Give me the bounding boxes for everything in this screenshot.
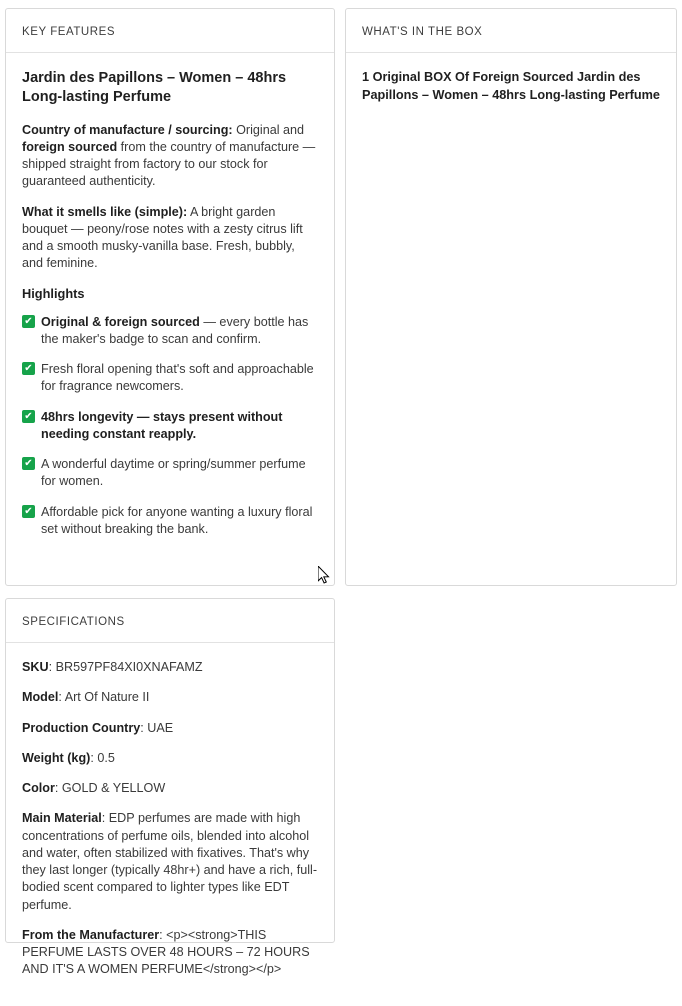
feature-paragraph-scent xyxy=(22,204,318,273)
highlight-rest: A wonderful daytime or spring/summer perfume for women. xyxy=(41,457,306,489)
spec-row: Weight (kg): 0.5 xyxy=(22,750,115,765)
check-icon: ✔ xyxy=(22,410,35,423)
specifications-header xyxy=(6,599,334,643)
key-features-panel xyxy=(5,8,335,586)
spec-row: SKU: BR597PF84XI0XNAFAMZ xyxy=(22,660,203,674)
highlights-heading: Highlights xyxy=(22,285,85,301)
check-icon: ✔ xyxy=(22,362,35,375)
spec-value: EDP perfumes are made with high concentrations of perfume oils, blended into alcohol and water, often stabilized with fixatives. That's why they last longer (typically 48hr+) and have a rich, full-bodied scent compared to lighter types like EDT perfume. xyxy=(22,811,318,912)
whats-in-the-box-panel xyxy=(345,8,677,586)
spec-value: BR597PF84XI0XNAFAMZ xyxy=(55,660,203,674)
whats-in-the-box-title: WHAT'S IN THE BOX xyxy=(362,26,483,38)
highlight-text xyxy=(41,456,318,491)
highlight-item xyxy=(22,456,318,491)
spec-value: GOLD & YELLOW xyxy=(61,781,166,795)
highlight-text xyxy=(41,504,318,539)
feature-paragraph-country-label: Country of manufacture / sourcing: xyxy=(22,122,233,137)
spec-row: From the Manufacturer: <p><strong>THIS PERFUME LASTS OVER 48 HOURS – 72 HOURS AND IT'S A WOMEN PERFUME</strong></p> xyxy=(22,927,310,977)
key-features-title: KEY FEATURES xyxy=(22,26,116,38)
spec-key: SKU xyxy=(22,660,49,674)
spec-row: Model: Art Of Nature II xyxy=(22,690,150,705)
highlight-text xyxy=(41,409,318,444)
specifications-panel xyxy=(5,598,335,977)
whats-in-the-box-header xyxy=(346,9,676,53)
highlight-rest: Affordable pick for anyone wanting a luxury floral set without breaking the bank. xyxy=(41,504,313,536)
specifications-body xyxy=(6,643,334,1006)
highlight-bold: 48hrs longevity xyxy=(41,409,134,424)
feature-paragraph-scent-label: What it smells like (simple): xyxy=(22,204,188,219)
highlight-text xyxy=(41,361,318,396)
spec-key: Weight (kg) xyxy=(22,750,91,765)
key-features-header xyxy=(6,9,334,53)
check-icon: ✔ xyxy=(22,505,35,518)
spec-row: Production Country: UAE xyxy=(22,720,174,735)
check-icon: ✔ xyxy=(22,315,35,328)
check-icon: ✔ xyxy=(22,457,35,470)
highlight-rest: — stays present without needing constant reapply. xyxy=(41,409,283,441)
spec-key: Main Material xyxy=(22,811,102,826)
spec-key: Production Country xyxy=(22,720,141,735)
feature-paragraph-country-text-b: from the country of manufacture — shipped straight from factory to our stock for guaranteed authenticity. xyxy=(22,139,316,189)
spec-value: UAE xyxy=(147,720,174,735)
spec-value: <p><strong>THIS PERFUME LASTS OVER 48 HOURS – 72 HOURS AND IT'S A WOMEN PERFUME</strong></p> xyxy=(22,927,310,977)
feature-paragraph-scent-text-a: A bright garden bouquet — peony/rose notes with a zesty citrus lift and a smooth musky-vanilla base. Fresh, bubbly, and feminine. xyxy=(22,204,303,271)
spec-value: 0.5 xyxy=(97,750,115,765)
spec-key: From the Manufacturer xyxy=(22,927,160,942)
spec-key: Color xyxy=(22,781,55,795)
spec-row: Main Material: EDP perfumes are made with high concentrations of perfume oils, blended into alcohol and water, often stabilized with fixatives. That's why they last longer (typically 48hr+) and have a rich, full-bodied scent compared to lighter types like EDT perfume. xyxy=(22,811,318,912)
highlight-item xyxy=(22,314,318,349)
box-contents-text: 1 Original BOX Of Foreign Sourced Jardin des Papillons – Women – 48hrs Long-lasting Perfume xyxy=(362,70,660,102)
feature-paragraph-country xyxy=(22,122,318,191)
feature-paragraph-country-text-a: Original and xyxy=(232,122,305,137)
highlight-rest: — every bottle has the maker's badge to scan and confirm. xyxy=(41,314,309,346)
highlight-bold: Original & foreign sourced xyxy=(41,314,200,329)
whats-in-the-box-body xyxy=(346,53,676,119)
key-features-body xyxy=(6,53,334,565)
feature-paragraph-country-bold-b: foreign sourced xyxy=(22,139,118,154)
product-title: Jardin des Papillons – Women – 48hrs Long-lasting Perfume xyxy=(22,70,287,106)
spec-row: Color: GOLD & YELLOW xyxy=(22,781,166,795)
spec-key: Model xyxy=(22,690,59,705)
highlight-rest: Fresh floral opening that's soft and approachable for fragrance newcomers. xyxy=(41,362,314,394)
highlight-item xyxy=(22,361,318,396)
specifications-title: SPECIFICATIONS xyxy=(22,616,125,628)
spec-value: Art Of Nature II xyxy=(64,690,150,705)
highlight-text xyxy=(41,314,318,349)
highlight-item xyxy=(22,504,318,539)
highlight-item xyxy=(22,409,318,444)
